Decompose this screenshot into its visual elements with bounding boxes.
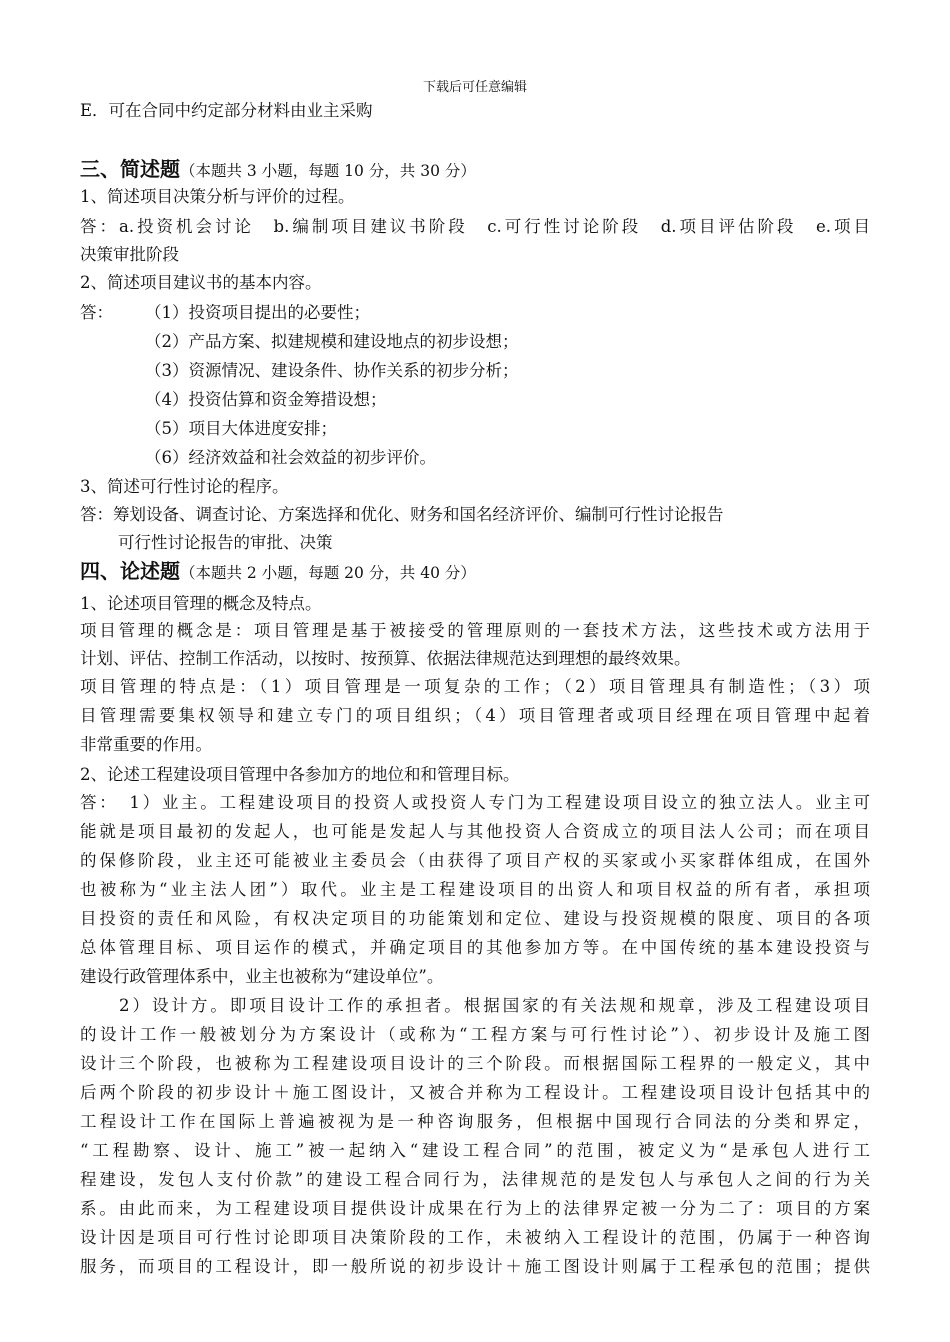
- feature-line-1: 项目管理的特点是：（1）项目管理是一项复杂的工作；（2）项目管理具有制造性；（3）项: [80, 677, 870, 696]
- section-4-note: （本题共 2 小题，每题 20 分，共 40 分）: [180, 564, 476, 582]
- concept-line-2: 计划、评估、控制工作活动，以按时、按预算、依据法律规范达到理想的最终效果。: [80, 649, 691, 668]
- concept-line-1: 项目管理的概念是：项目管理是基于被接受的管理原则的一套技术方法，这些技术或方法用于: [80, 621, 870, 640]
- answer-2-label: 答：: [80, 303, 113, 322]
- owner-line-4: 也被称为“业主法人团”）取代。业主是工程建设项目的出资人和项目权益的所有者，承担项: [80, 880, 870, 899]
- answer-2-item-2: （2）产品方案、拟建规模和建设地点的初步设想；: [145, 332, 519, 351]
- option-e: E．可在合同中约定部分材料由业主采购: [80, 101, 373, 120]
- answer-1-line-1: 答：a.投资机会讨论 b.编制项目建议书阶段 c.可行性讨论阶段 d.项目评估阶段 e.项目: [80, 217, 870, 236]
- designer-line-5: 工程设计工作在国际上普遍被视为是一种咨询服务，但根据中国现行合同法的分类和界定，: [80, 1112, 870, 1131]
- designer-line-4: 后两个阶段的初步设计＋施工图设计，又被合并称为工程设计。工程建设项目设计包括其中的: [80, 1083, 870, 1102]
- page-header: 下载后可任意编辑: [422, 80, 527, 95]
- question-2: 2、简述项目建议书的基本内容。: [80, 273, 322, 292]
- question-1: 1、简述项目决策分析与评价的过程。: [80, 187, 355, 206]
- designer-line-8: 系。由此而来，为工程建设项目提供设计成果在行为上的法律界定被一分为二了：项目的方案: [80, 1199, 870, 1218]
- answer-3-line-2: 可行性讨论报告的审批、决策: [118, 533, 333, 552]
- answer-2-item-1: （1）投资项目提出的必要性；: [145, 303, 370, 322]
- answer-2-item-3: （3）资源情况、建设条件、协作关系的初步分析；: [145, 361, 519, 380]
- designer-line-3: 设计三个阶段，也被称为工程建设项目设计的三个阶段。而根据国际工程界的一般定义，其中: [80, 1054, 870, 1073]
- designer-line-6: “工程勘察、设计、施工”被一起纳入“建设工程合同”的范围，被定义为“是承包人进行工: [80, 1141, 870, 1160]
- answer-1-line-2: 决策审批阶段: [80, 245, 179, 264]
- owner-line-3: 的保修阶段，业主还可能被业主委员会（由获得了项目产权的买家或小买家群体组成，在国外: [80, 851, 870, 870]
- answer-2-item-5: （5）项目大体进度安排；: [145, 419, 337, 438]
- section-4-title: 四、论述题: [80, 559, 180, 583]
- question-5: 2、论述工程建设项目管理中各参加方的地位和和管理目标。: [80, 765, 520, 784]
- section-4-heading: [80, 560, 476, 584]
- section-3-heading: [80, 158, 476, 182]
- answer-2-item-4: （4）投资估算和资金筹措设想；: [145, 390, 387, 409]
- designer-line-9: 设计因是项目可行性讨论即项目决策阶段的工作，未被纳入工程设计的范围，仍属于一种咨询: [80, 1228, 870, 1247]
- designer-line-7: 程建设，发包人支付价款”的建设工程合同行为，法律规范的是发包人与承包人之间的行为关: [80, 1170, 870, 1189]
- owner-line-2: 能就是项目最初的发起人，也可能是发起人与其他投资人合资成立的项目法人公司；而在项目: [80, 822, 870, 841]
- owner-line-6: 总体管理目标、项目运作的模式，并确定项目的其他参加方等。在中国传统的基本建设投资与: [80, 938, 870, 957]
- owner-line-5: 目投资的责任和风险，有权决定项目的功能策划和定位、建设与投资规模的限度、项目的各项: [80, 909, 870, 928]
- section-3-title: 三、简述题: [80, 157, 180, 181]
- designer-line-2: 的设计工作一般被划分为方案设计（或称为“工程方案与可行性讨论”）、初步设计及施工图: [80, 1025, 870, 1044]
- designer-line-10: 服务，而项目的工程设计，即一般所说的初步设计＋施工图设计则属于工程承包的范围；提供: [80, 1257, 870, 1276]
- answer-3-line-1: 答：筹划设备、调查讨论、方案选择和优化、财务和国名经济评价、编制可行性讨论报告: [80, 505, 724, 524]
- feature-line-3: 非常重要的作用。: [80, 735, 212, 754]
- owner-line-1: 答： 1）业主。工程建设项目的投资人或投资人专门为工程建设项目设立的独立法人。业主可: [80, 793, 870, 812]
- designer-line-1: 2）设计方。即项目设计工作的承担者。根据国家的有关法规和规章，涉及工程建设项目: [80, 996, 870, 1015]
- section-3-note: （本题共 3 小题，每题 10 分，共 30 分）: [180, 162, 476, 180]
- question-4: 1、论述项目管理的概念及特点。: [80, 594, 322, 613]
- owner-line-7: 建设行政管理体系中，业主也被称为“建设单位”。: [80, 967, 444, 986]
- question-3: 3、简述可行性讨论的程序。: [80, 477, 289, 496]
- answer-2-item-6: （6）经济效益和社会效益的初步评价。: [145, 448, 436, 467]
- feature-line-2: 目管理需要集权领导和建立专门的项目组织；（4）项目管理者或项目经理在项目管理中起着: [80, 706, 870, 725]
